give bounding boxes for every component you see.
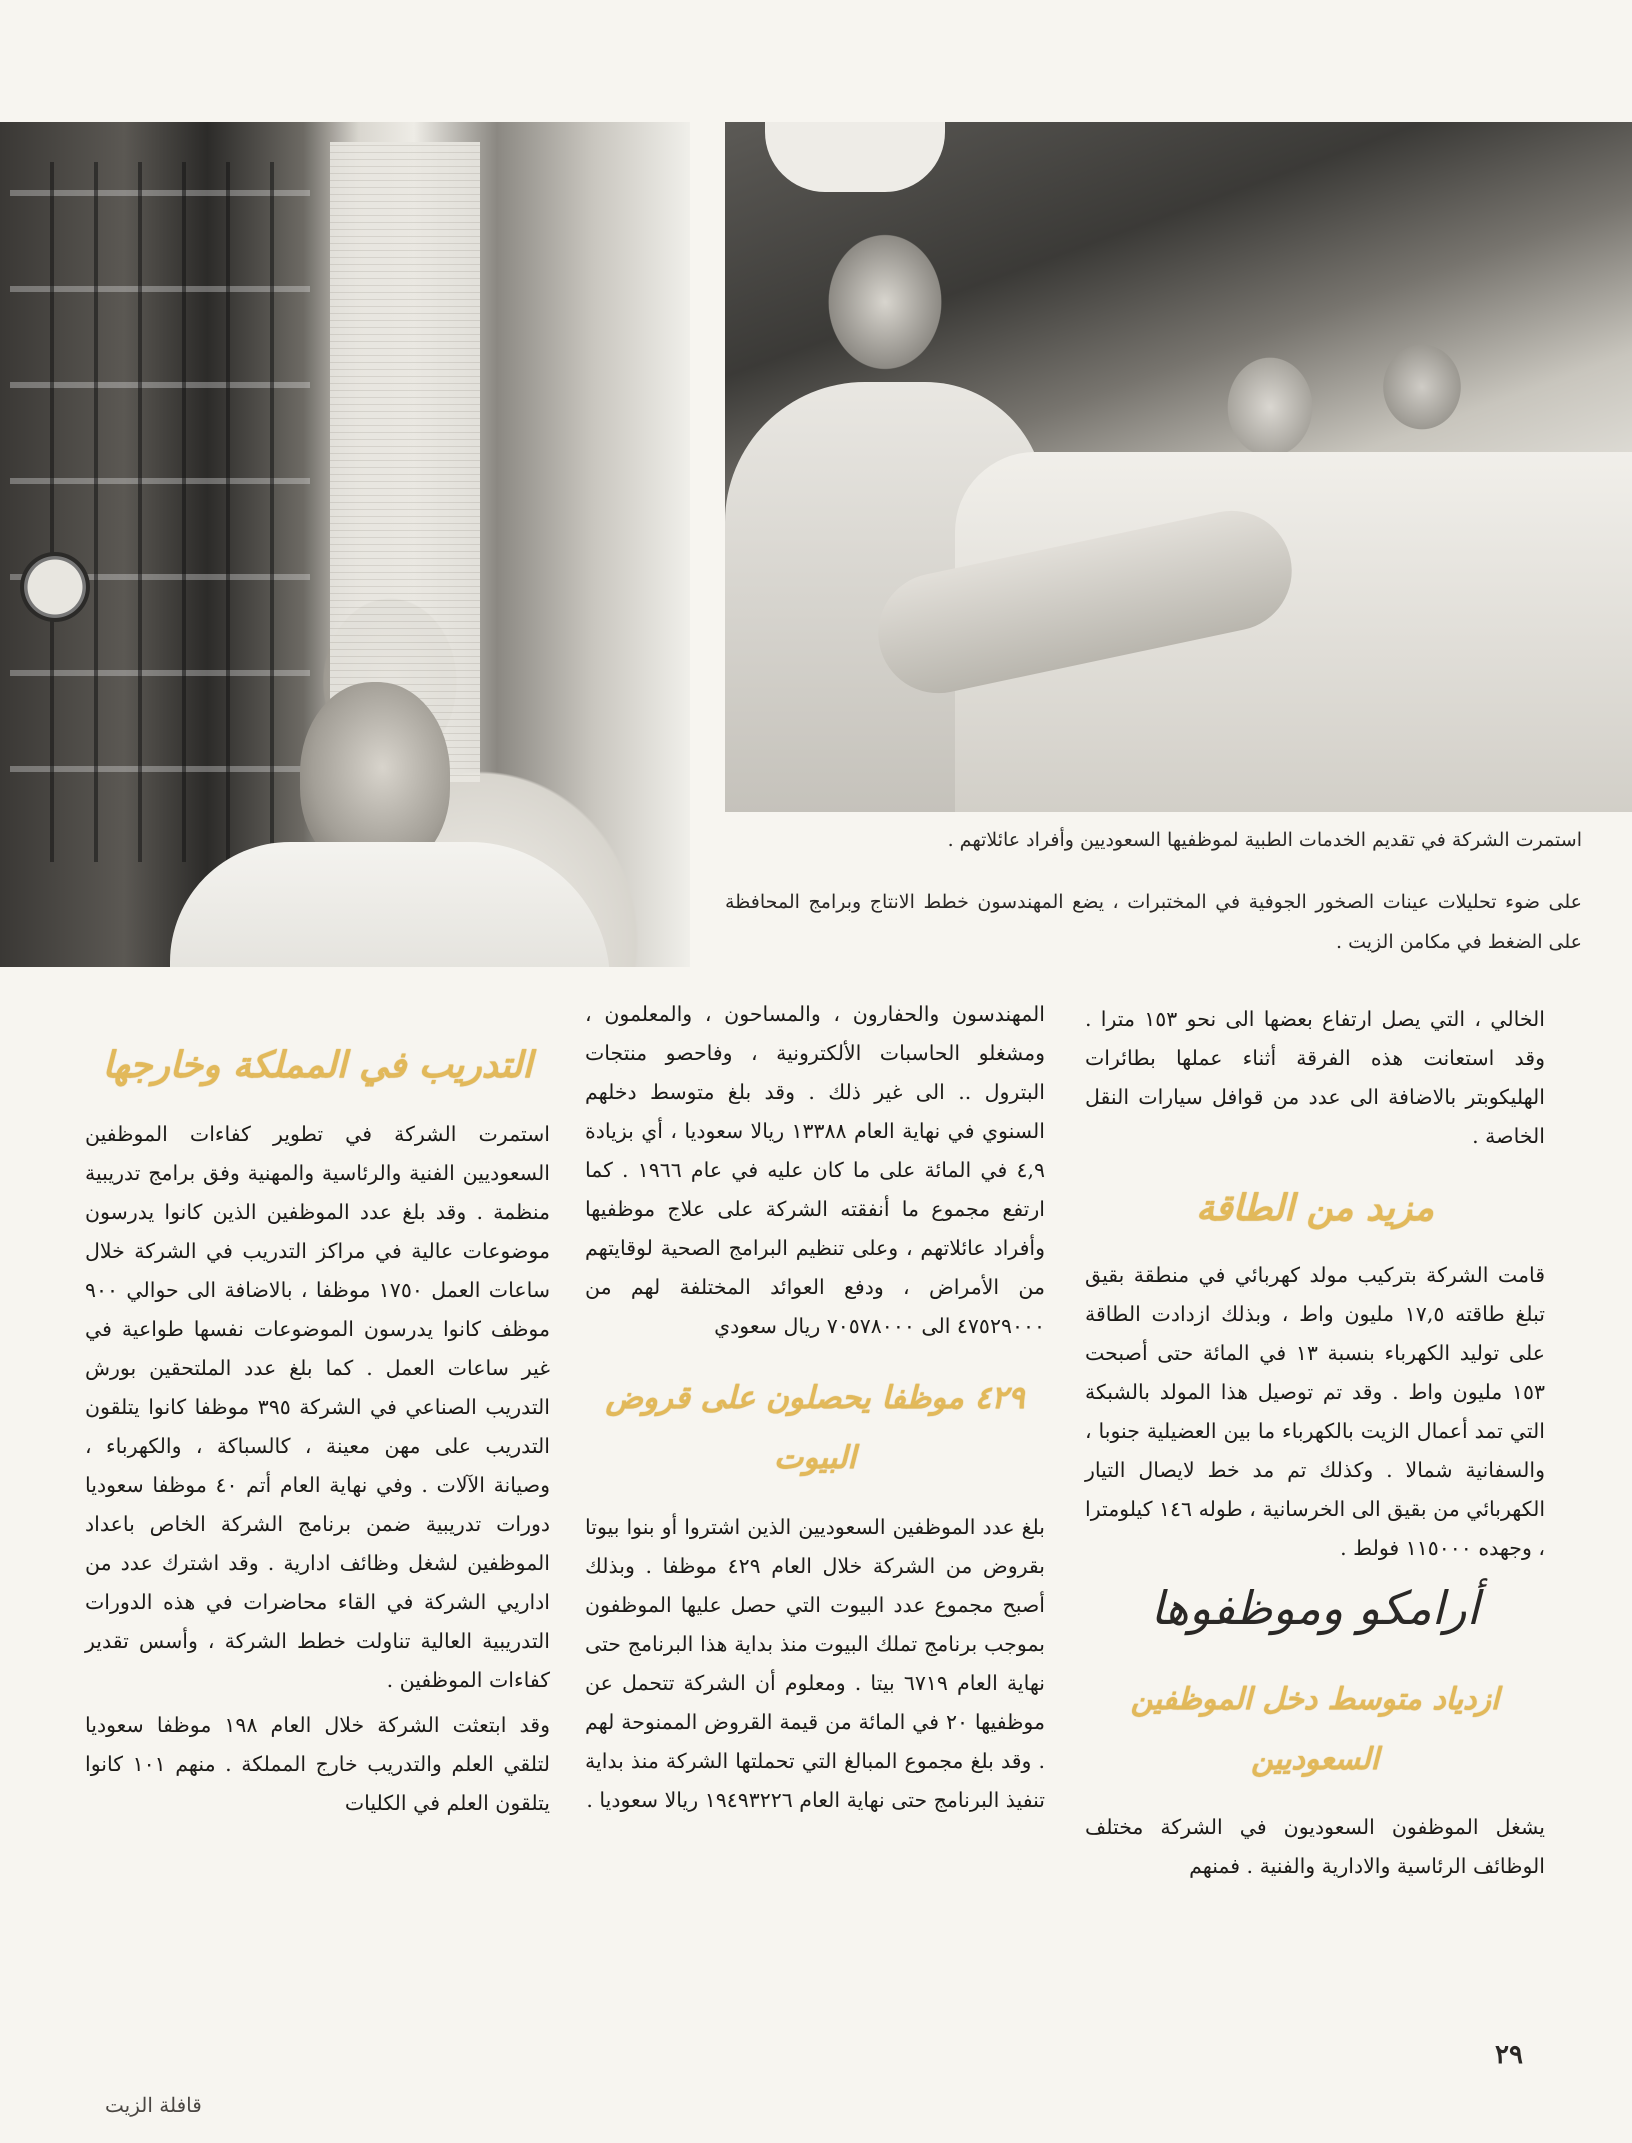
photo-caption-medical: استمرت الشركة في تقديم الخدمات الطبية لموظفيها السعوديين وأفراد عائلاتهم . [947, 829, 1582, 851]
paragraph-income-continued: المهندسون والحفارون ، والمساحون ، والمعلمون ، ومشغلو الحاسبات الألكترونية ، وفاحصو منتجات البترول .. الى غير ذلك . وقد بلغ متوسط دخلهم السنوي في نهاية العام ١٣٣٨٨ ريالا سعوديا ، أي بزيادة ٤,٩ في المائة على ما كان عليه في عام ١٩٦٦ . كما ارتفع مجموع ما أنفقته الشركة على علاج موظفيها وأفراد عائلاتهم ، وعلى تنظيم البرامج الصحية لوقايتهم من الأمراض ، ودفع العوائد المختلفة لهم من ٤٧٥٢٩٠٠٠ الى ٧٠٥٧٨٠٠٠ ريال سعودي [585, 1002, 1046, 1338]
section-title-aramco-employees: أرامكو وموظفوها [1150, 1581, 1480, 1635]
column-left [85, 1035, 550, 1823]
lab-coat [170, 842, 610, 967]
heading-training: التدريب في المملكة وخارجها [102, 1044, 533, 1086]
magazine-name: قافلة الزيت [105, 2093, 202, 2117]
heading-income-increase: ازدياد متوسط دخل الموظفين السعوديين [1130, 1682, 1500, 1777]
paragraph-energy: قامت الشركة بتركيب مولد كهربائي في منطقة بقيق تبلغ طاقته ١٧,٥ مليون واط ، وبذلك ازدادت الطاقة على توليد الكهرباء بنسبة ١٣ في المائة حتى أصبحت ١٥٣ مليون واط . وقد تم توصيل هذا المولد بالشبكة التي تمد أعمال الزيت بالكهرباء ما بين العضيلية جنوبا ، والسفانية شمالا . وكذلك تم مد خط لايصال التيار الكهربائي من بقيق الى الخرسانية ، طوله ١٤٦ كيلومترا ، وجهده ١١٥٠٠٠ فولط . [1085, 1263, 1546, 1560]
paragraph-income: يشغل الموظفون السعوديون في الشركة مختلف الوظائف الرئاسية والادارية والفنية . فمنهم [1085, 1815, 1545, 1878]
page-number: ٢٩ [1495, 2040, 1523, 2070]
heading-more-energy: مزيد من الطاقة [1196, 1187, 1434, 1229]
instrument-rack [10, 162, 310, 862]
column-middle [585, 995, 1045, 1820]
nursery-photo [725, 122, 1632, 812]
laboratory-photo [0, 122, 690, 967]
paragraph-survey-end: الخالي ، التي يصل ارتفاع بعضها الى نحو ١٥٣ مترا . وقد استعانت هذه الفرقة أثناء عملها بطائرات الهليكوبتر بالاضافة الى عدد من قوافل سيارات النقل الخاصة . [1085, 1007, 1546, 1148]
paragraph-training: استمرت الشركة في تطوير كفاءات الموظفين السعوديين الفنية والرئاسية والمهنية وفق برامج تدريبية منظمة . وقد بلغ عدد الموظفين الذين كانوا يدرسون موضوعات عالية في مراكز التدريب في الشركة خلال ساعات العمل ١٧٥٠ موظفا ، بالاضافة الى حوالي ٩٠٠ موظف كانوا يدرسون الموضوعات نفسها طواعية في غير ساعات العمل . كما بلغ عدد الملتحقين بورش التدريب الصناعي في الشركة ٣٩٥ موظفا كانوا يتلقون التدريب على مهن معينة ، كالسباكة ، والكهرباء ، وصيانة الآلات . وفي نهاية العام أتم ٤٠ موظفا سعوديا دورات تدريبية ضمن برنامج الشركة الخاص باعداد الموظفين لشغل وظائف ادارية . وقد اشترك عدد من اداريي الشركة في القاء محاضرات في هذه الدورات التدريبية العالية تناولت خطط الشركة ، وأسس تقدير كفاءات الموظفين . [85, 1122, 551, 1692]
heading-home-loans: ٤٢٩ موظفا يحصلون على قروض البيوت [605, 1380, 1025, 1476]
pressure-gauge [20, 552, 90, 622]
paragraph-home-loans: بلغ عدد الموظفين السعوديين الذين اشتروا أو بنوا بيوتا بقروض من الشركة خلال العام ٤٢٩ موظفا . وبذلك أصبح مجموع عدد البيوت التي حصل عليها الموظفون بموجب برنامج تملك البيوت منذ بداية هذا البرنامج حتى نهاية العام ٦٧١٩ بيتا . ومعلوم أن الشركة تتحمل عن موظفيها ٢٠ في المائة من قيمة القروض الممنوحة لهم . وقد بلغ مجموع المبالغ التي تحملتها الشركة منذ بداية تنفيذ البرنامج حتى نهاية العام ١٩٤٩٣٢٢٦ ريالا سعوديا . [585, 1515, 1045, 1812]
photo-caption-lab: على ضوء تحليلات عينات الصخور الجوفية في المختبرات ، يضع المهندسون خطط الانتاج وبرامج المحافظة على الضغط في مكامن الزيت . [725, 891, 1582, 953]
paragraph-scholarship: وقد ابتعثت الشركة خلال العام ١٩٨ موظفا سعوديا لتلقي العلم والتدريب خارج المملكة . منهم ١٠١ كانوا يتلقون العلم في الكليات [85, 1713, 550, 1815]
column-right [1085, 1000, 1545, 1886]
nurse-cap [765, 122, 945, 192]
